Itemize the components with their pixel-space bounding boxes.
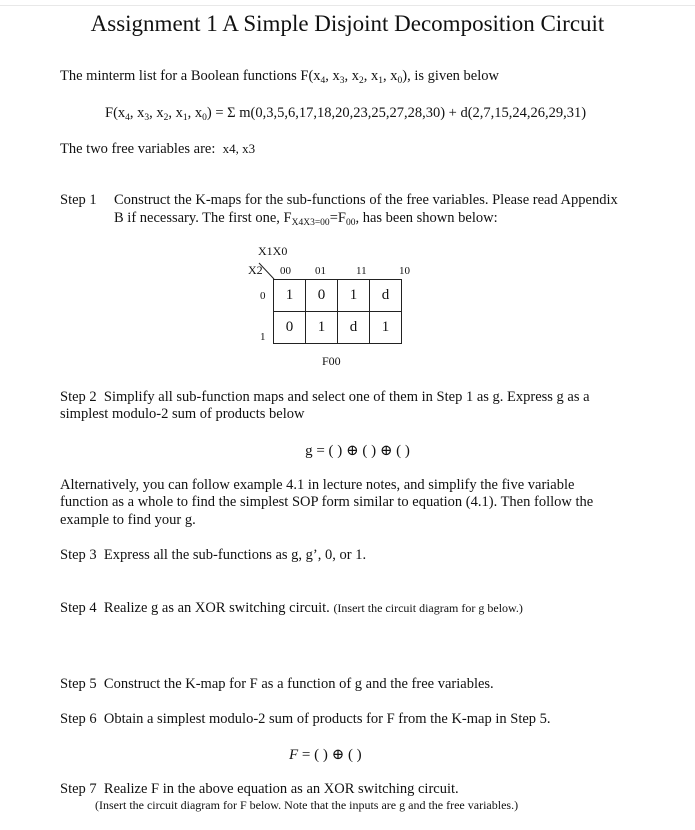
kmap-row bbox=[274, 312, 402, 344]
kmap-col-header: 10 bbox=[399, 265, 410, 277]
step1-sub: X4X3=00 bbox=[291, 218, 330, 228]
step5-text: Construct the K-map for F as a function of g and the free variables. bbox=[103, 676, 494, 692]
kmap-col-header: 00 bbox=[280, 265, 291, 277]
step1-prefix: B if necessary. The first one, F bbox=[114, 210, 292, 226]
kmap bbox=[247, 242, 427, 372]
step4-label: Step 4 bbox=[60, 600, 97, 616]
alternative-line2: function as a whole to find the simplest SOP form similar to equation (4.1). Then follow the bbox=[60, 494, 594, 510]
g-equation: g = ( ) ⊕ ( ) ⊕ ( ) bbox=[305, 443, 410, 459]
step1-mid: =F bbox=[329, 210, 346, 226]
kmap-cell: 1 bbox=[370, 312, 402, 344]
kmap-cell: d bbox=[370, 280, 402, 312]
f-equation-rhs: = ( ) ⊕ ( ) bbox=[301, 747, 362, 763]
alternative-line3: example to find your g. bbox=[60, 512, 196, 528]
step2-text: Simplify all sub-function maps and select one of them in Step 1 as g. Express g as a bbox=[103, 389, 590, 405]
free-vars-label: The two free variables are: bbox=[60, 141, 216, 157]
free-vars-value: x4, x3 bbox=[222, 141, 256, 156]
step4-note: (Insert the circuit diagram for g below.) bbox=[333, 601, 523, 615]
step1-sub2: 00 bbox=[345, 218, 356, 228]
f-equation-lhs: F bbox=[289, 747, 299, 763]
kmap-col-header: 11 bbox=[356, 265, 367, 277]
step4 bbox=[60, 600, 523, 617]
step1-label: Step 1 bbox=[60, 192, 97, 208]
kmap-cell: d bbox=[338, 312, 370, 344]
intro-text-tail: ), is given below bbox=[402, 68, 499, 84]
step3-label: Step 3 bbox=[60, 547, 97, 563]
step4-text: Realize g as an XOR switching circuit. bbox=[103, 600, 330, 616]
intro-line: The minterm list for a Boolean functions $F(x_4$, $x_3$, $x_2$, $x_1$, $x_0$), is given below bbox=[60, 68, 499, 86]
kmap-col-header: 01 bbox=[315, 265, 326, 277]
minterm-formula: $F(x_4$, $x_3$, $x_2$, $x_1$, $x_0) = \Sigma$ m(0,3,5,6,17,18,20,23,25,27,28,30) + d(2,7,15,24,26,29,31) bbox=[105, 105, 587, 123]
step6 bbox=[60, 711, 551, 728]
kmap-row-var: X2 bbox=[248, 263, 263, 277]
step2-line2: simplest modulo-2 sum of products below bbox=[60, 406, 305, 422]
step5-label: Step 5 bbox=[60, 676, 97, 692]
step3 bbox=[60, 547, 366, 564]
kmap-cell: 0 bbox=[306, 280, 338, 312]
free-variables-line bbox=[60, 140, 255, 158]
kmap-grid bbox=[273, 279, 402, 344]
kmap-caption: F00 bbox=[322, 354, 341, 368]
step7-label: Step 7 bbox=[60, 781, 97, 797]
step2-label: Step 2 bbox=[60, 389, 97, 405]
kmap-row bbox=[274, 280, 402, 312]
formula-body: ) = Σ m(0,3,5,6,17,18,20,23,25,27,28,30) + d(2,7,15,24,26,29,31) bbox=[206, 105, 587, 121]
page-title: Assignment 1 A Simple Disjoint Decomposition Circuit bbox=[90, 11, 605, 36]
intro-text: The minterm list for a Boolean functions F(x bbox=[60, 68, 321, 84]
step7-note: (Insert the circuit diagram for F below. Note that the inputs are g and the free variables.) bbox=[95, 798, 519, 812]
f-equation bbox=[289, 745, 362, 764]
step1-text-line2 bbox=[114, 210, 498, 227]
top-border bbox=[0, 5, 695, 6]
kmap-cell: 0 bbox=[274, 312, 306, 344]
step1-suffix: , has been shown below: bbox=[355, 210, 498, 226]
step1-text-line1: Construct the K-maps for the sub-functions of the free variables. Please read Appendix bbox=[114, 192, 618, 208]
kmap-row-header: 0 bbox=[260, 290, 266, 302]
kmap-col-var: X1X0 bbox=[258, 244, 288, 258]
step7-text: Realize F in the above equation as an XOR switching circuit. bbox=[103, 781, 459, 797]
kmap-cell: 1 bbox=[306, 312, 338, 344]
alternative-line1: Alternatively, you can follow example 4.1 in lecture notes, and simplify the five variable bbox=[60, 477, 575, 493]
kmap-row-header: 1 bbox=[260, 331, 266, 343]
step7 bbox=[60, 781, 459, 798]
step5 bbox=[60, 676, 494, 693]
kmap-cell: 1 bbox=[274, 280, 306, 312]
step2-line1 bbox=[60, 389, 590, 406]
step6-label: Step 6 bbox=[60, 711, 97, 727]
step3-text: Express all the sub-functions as g, g’, 0, or 1. bbox=[103, 547, 367, 563]
formula-prefix: F(x bbox=[105, 105, 126, 121]
step6-text: Obtain a simplest modulo-2 sum of products for F from the K-map in Step 5. bbox=[103, 711, 551, 727]
kmap-cell: 1 bbox=[338, 280, 370, 312]
